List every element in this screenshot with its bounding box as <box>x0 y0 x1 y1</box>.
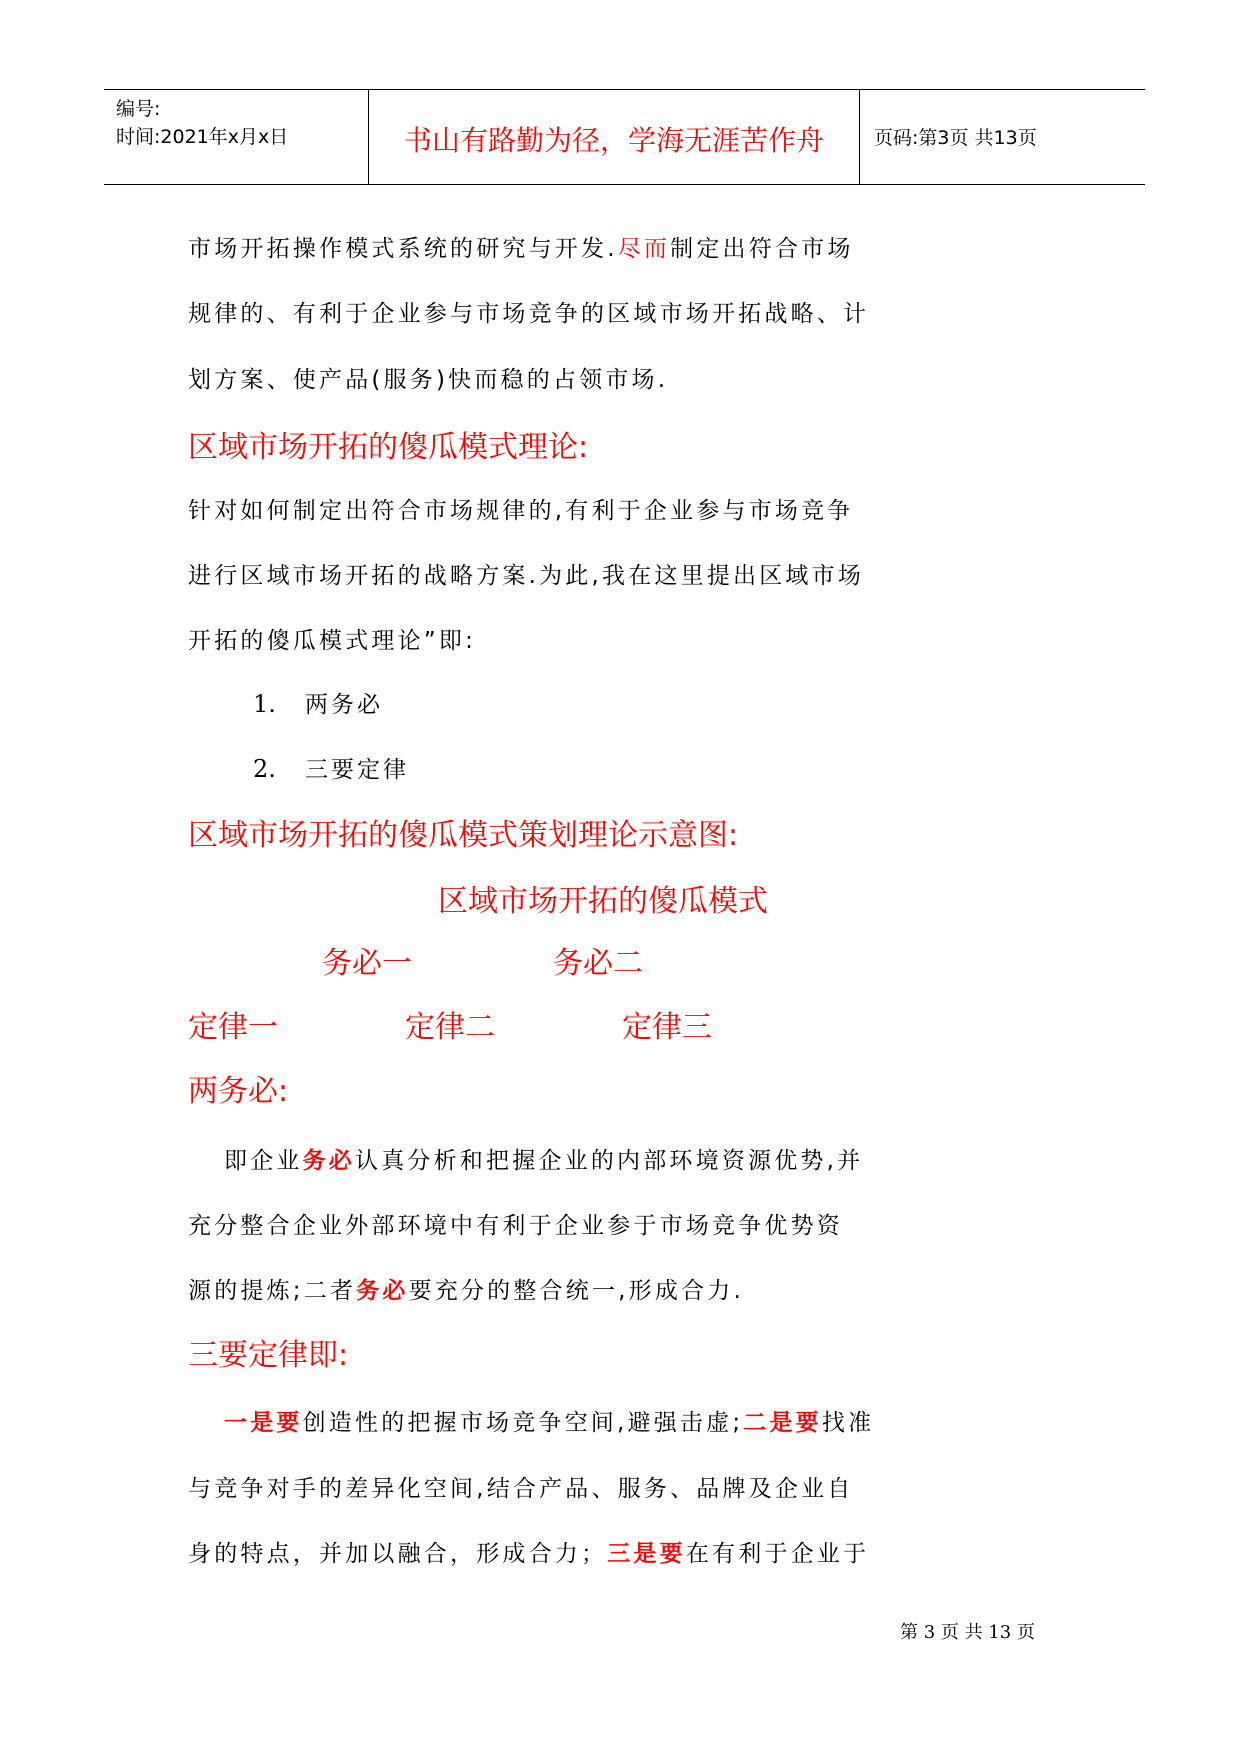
musts-highlight: 务必 <box>356 1278 409 1304</box>
intro-line-1 <box>188 230 854 263</box>
laws-text: 在有利于企业于 <box>685 1541 870 1567</box>
diagram-law-1: 定律一 <box>188 1010 278 1045</box>
intro-line-2: 规律的、有利于企业参与市场竞争的区域市场开拓战略、计 <box>188 301 870 327</box>
laws-line-2: 与竞争对手的差异化空间,结合产品、服务、品牌及企业自 <box>188 1476 854 1502</box>
serial-label: 编号: <box>116 98 161 120</box>
laws-line-1 <box>224 1404 874 1437</box>
laws-text: 找准 <box>821 1410 875 1436</box>
theory-line-1: 针对如何制定出符合市场规律的,有利于企业参与市场竞争 <box>188 498 854 524</box>
musts-text: 即企业 <box>224 1148 303 1174</box>
musts-line-2: 充分整合企业外部环境中有利于企业参于市场竞争优势资 <box>188 1213 843 1239</box>
motto: 书山有路勤为径，学海无涯苦作舟 <box>403 124 824 157</box>
diagram-must-1: 务必一 <box>322 946 412 981</box>
diagram-law-3: 定律三 <box>622 1010 712 1045</box>
footer-page-info: 第 3 页 共 13 页 <box>900 1622 1035 1643</box>
list-number: 2. <box>253 755 276 783</box>
diagram-must-2: 务必二 <box>553 946 643 981</box>
heading-two-musts: 两务必: <box>188 1074 289 1109</box>
list-text: 三要定律 <box>305 757 409 783</box>
intro-highlight: 尽而 <box>617 236 671 262</box>
list-item <box>253 751 409 784</box>
header-page-cell <box>860 90 1145 184</box>
laws-text: 创造性的把握市场竞争空间,避强击虚; <box>302 1410 744 1436</box>
theory-line-2: 进行区域市场开拓的战略方案.为此,我在这里提出区域市场 <box>188 563 865 589</box>
laws-highlight: 二是要 <box>743 1410 822 1436</box>
heading-diagram: 区域市场开拓的傻瓜模式策划理论示意图: <box>188 818 739 853</box>
page-header <box>104 89 1145 185</box>
musts-line-1 <box>224 1142 863 1175</box>
intro-line-3: 划方案、使产品(服务)快而稳的占领市场. <box>188 367 669 393</box>
intro-text: 市场开拓操作模式系统的研究与开发. <box>188 236 618 262</box>
list-number: 1. <box>253 690 276 718</box>
theory-line-3: 开拓的傻瓜模式理论”即: <box>188 628 477 654</box>
musts-highlight: 务必 <box>302 1148 356 1174</box>
diagram-title: 区域市场开拓的傻瓜模式 <box>438 884 768 919</box>
intro-text: 制定出符合市场 <box>670 236 854 262</box>
time-label: 时间:2021年x月x日 <box>116 126 289 148</box>
musts-text: 要充分的整合统一,形成合力. <box>408 1278 744 1304</box>
laws-text: 身的特点，并加以融合，形成合力； <box>188 1541 608 1567</box>
header-motto-cell <box>369 90 860 184</box>
list-item <box>253 686 383 719</box>
header-page-info: 页码:第3页 共13页 <box>874 127 1037 149</box>
musts-text: 认真分析和把握企业的内部环境资源优势,并 <box>355 1148 864 1174</box>
header-meta-cell <box>104 90 369 184</box>
heading-theory: 区域市场开拓的傻瓜模式理论: <box>188 430 589 465</box>
diagram-law-2: 定律二 <box>405 1010 495 1045</box>
laws-line-3 <box>188 1535 869 1568</box>
heading-three-laws: 三要定律即: <box>188 1338 349 1373</box>
musts-text: 源的提炼;二者 <box>188 1278 357 1304</box>
list-text: 两务必 <box>305 692 383 718</box>
musts-line-3 <box>188 1272 744 1305</box>
laws-highlight: 三是要 <box>607 1541 686 1567</box>
laws-highlight: 一是要 <box>224 1410 303 1436</box>
